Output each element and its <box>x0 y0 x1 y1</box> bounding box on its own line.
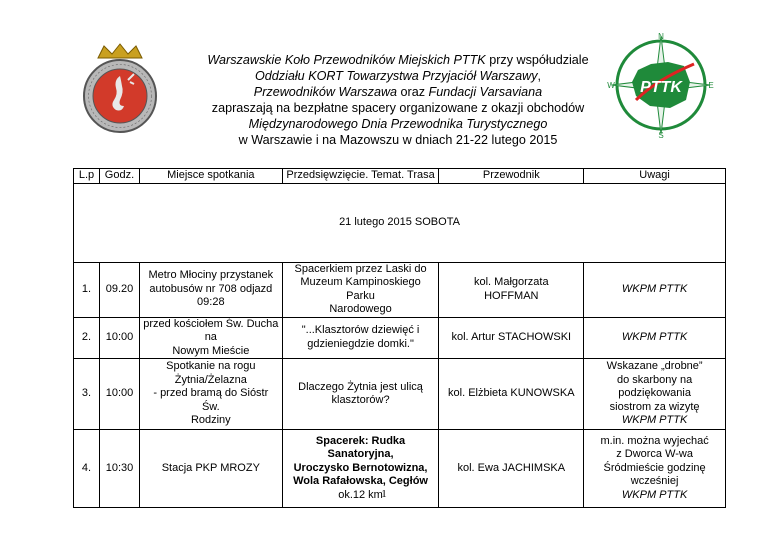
row-time: 10:00 <box>99 317 139 359</box>
row-lp: 4. <box>74 430 100 508</box>
header-line-5: Międzynarodowego Dnia Przewodnika Turystycznego <box>248 117 548 131</box>
pttk-compass-logo <box>606 30 716 140</box>
row-guide: kol. Małgorzata HOFFMAN <box>439 262 584 317</box>
row-time: 10:30 <box>99 430 139 508</box>
table-row <box>74 359 726 430</box>
schedule-table <box>73 168 726 508</box>
row-place: Metro Młociny przystanek autobusów nr 708 odjazd 09:28 <box>139 262 282 317</box>
table-row <box>74 317 726 359</box>
compass-w-label: W <box>607 81 615 90</box>
row-time: 10:00 <box>99 359 139 430</box>
header-line-3: Przewodników Warszawa oraz Fundacji Varsaviana <box>253 85 543 99</box>
col-header-place: Miejsce spotkania <box>139 169 282 184</box>
compass-e-label: E <box>708 81 714 90</box>
row-guide: kol. Artur STACHOWSKI <box>439 317 584 359</box>
header-line-6: w Warszawie i na Mazowszu w dniach 21-22 lutego 2015 <box>238 133 558 147</box>
row-event: Spacerkiem przez Laski do Muzeum Kampinoskiego Parku Narodowego <box>282 262 439 317</box>
compass-s-label: S <box>658 131 664 140</box>
table-row <box>74 430 726 508</box>
table-header-row <box>74 169 726 184</box>
row-place: Stacja PKP MROZY <box>139 430 282 508</box>
col-header-guide: Przewodnik <box>439 169 584 184</box>
row-lp: 1. <box>74 262 100 317</box>
row-notes: Wskazane „drobne” do skarbony na podziękowania siostrom za wizytę WKPM PTTK <box>584 359 726 430</box>
row-event: Dlaczego Żytnia jest ulicą klasztorów? <box>282 359 439 430</box>
syrenka-coat-of-arms-logo <box>70 36 170 136</box>
row-event: Spacerek: Rudka Sanatoryjna, Uroczysko Bernotowizna, Wola Rafałowska, Cegłów ok.12 km <box>282 430 439 508</box>
compass-n-label: N <box>658 32 664 41</box>
header-line-1: Warszawskie Koło Przewodników Miejskich PTTK przy współudziale <box>207 53 589 67</box>
row-guide: kol. Elżbieta KUNOWSKA <box>439 359 584 430</box>
row-lp: 3. <box>74 359 100 430</box>
row-notes: m.in. można wyjechać z Dworca W-wa Śródmieście godzinę wcześniej WKPM PTTK <box>584 430 726 508</box>
pttk-logo-text: PTTK <box>640 79 682 96</box>
row-place: przed kościołem Św. Ducha na Nowym Mieście <box>139 317 282 359</box>
day-heading: 21 lutego 2015 SOBOTA <box>74 183 726 262</box>
row-lp: 2. <box>74 317 100 359</box>
table-row <box>74 262 726 317</box>
row-notes: WKPM PTTK <box>584 262 726 317</box>
day-heading-row <box>74 183 726 262</box>
col-header-lp: L.p <box>74 169 100 184</box>
col-header-time: Godz. <box>99 169 139 184</box>
row-guide: kol. Ewa JACHIMSKA <box>439 430 584 508</box>
invitation-header <box>188 52 608 148</box>
col-header-notes: Uwagi <box>584 169 726 184</box>
row-place: Spotkanie na rogu Żytnia/Żelazna - przed bramą do Sióstr Św. Rodziny <box>139 359 282 430</box>
row-notes: WKPM PTTK <box>584 317 726 359</box>
col-header-event: Przedsięwzięcie. Temat. Trasa <box>282 169 439 184</box>
page-number: 1 <box>381 488 387 500</box>
header-line-4: zapraszają na bezpłatne spacery organizowane z okazji obchodów <box>211 101 585 115</box>
row-event: "...Klasztorów dziewięć i gdzieniegdzie domki." <box>282 317 439 359</box>
row-time: 09.20 <box>99 262 139 317</box>
header-line-2: Oddziału KORT Towarzystwa Przyjaciół Warszawy, <box>254 69 541 83</box>
